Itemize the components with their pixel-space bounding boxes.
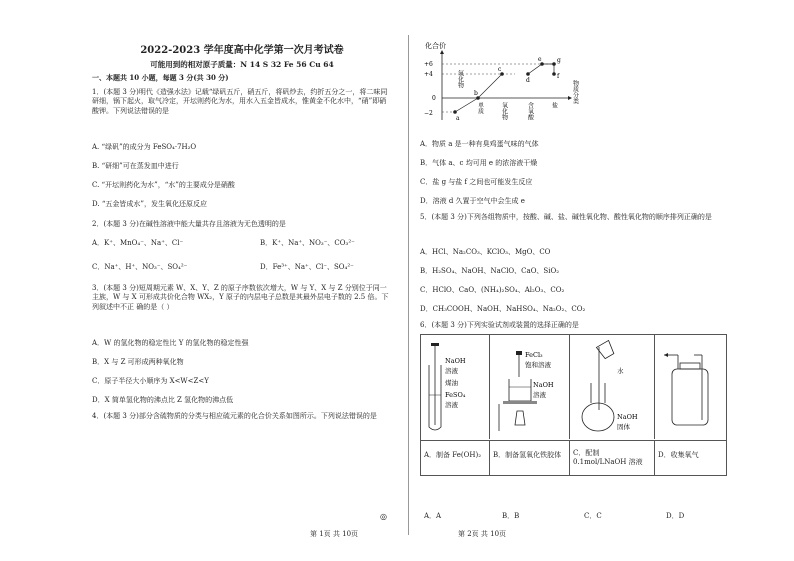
dropper-bulb bbox=[516, 351, 522, 355]
apparatus-a-drawing bbox=[421, 335, 489, 439]
label-water: 水 bbox=[617, 367, 624, 375]
q6-option-c: C．C bbox=[584, 512, 602, 520]
q2-stem: 2．(本题 3 分)在碱性溶液中能大量共存且溶液为无色透明的是 bbox=[92, 220, 286, 228]
label-solid: 固体 bbox=[617, 423, 630, 431]
q6-figure-b bbox=[489, 335, 570, 439]
q1-option-a: A. “绿矾”的成分为 FeSO₄·7H₂O bbox=[92, 143, 197, 151]
q2-option-a: A．K⁺、MnO₄⁻、Na⁺、Cl⁻ bbox=[92, 239, 184, 247]
curve-d-e-g-f bbox=[528, 64, 554, 74]
label-a: a bbox=[456, 115, 460, 122]
section-heading: 一、本题共 10 小题，每题 3 分(共 30 分) bbox=[92, 73, 229, 82]
q6-stem: 6．(本题 3 分)下列实验试剂或装置的选择正确的是 bbox=[420, 321, 579, 329]
label-solution-1: 溶液 bbox=[445, 367, 458, 375]
q6-option-a: A．A bbox=[424, 512, 442, 520]
column-divider bbox=[408, 35, 409, 535]
q1-option-c: C. “开坛则药化为水”，“水”的主要成分是硝酸 bbox=[92, 181, 235, 189]
label-fecl3: FeCl₃ bbox=[525, 351, 543, 359]
left-column bbox=[92, 0, 392, 561]
tick-minus2: −2 bbox=[424, 110, 433, 117]
q5-stem: 5．(本题 3 分)下列各组物质中，按酸、碱、盐、碱性氧化物、酸性氧化物的顺序排列正确的是 bbox=[420, 213, 712, 221]
q1-option-b: B. “研细”可在蒸发皿中进行 bbox=[92, 162, 179, 170]
xcat-oxyacid: 含氧酸 bbox=[526, 102, 534, 120]
label-b: b bbox=[474, 90, 478, 97]
label-f: f bbox=[557, 73, 560, 80]
q5-option-d: D．CH₃COOH、NaOH、NaHSO₄、Na₂O₂、CO₂ bbox=[420, 305, 586, 313]
tick-zero: 0 bbox=[432, 95, 436, 102]
beaker-icon bbox=[509, 379, 531, 401]
q6-option-b: B．B bbox=[502, 512, 520, 520]
q2-option-d: D．Fe³⁺、Na⁺、Cl⁻、SO₄²⁻ bbox=[260, 263, 354, 271]
label-solution-b: 溶液 bbox=[533, 391, 546, 399]
label-kerosene: 煤油 bbox=[445, 379, 458, 387]
asbestos-net bbox=[503, 401, 537, 404]
label-naoh-c: NaOH bbox=[617, 413, 638, 421]
chart-ylabel: 化合价 bbox=[425, 42, 446, 50]
q4-stem: 4．(本题 3 分)部分含硫物质的分类与相应硫元素的化合价关系如图所示。下列说法错误的是 bbox=[92, 412, 377, 420]
q4-option-c: C．盐 g 与盐 f 之间也可能发生反应 bbox=[420, 178, 533, 186]
page-footer-right: 第 2页 共 10页 bbox=[458, 530, 507, 538]
apparatus-d-drawing bbox=[654, 335, 726, 439]
q6-label-d: D．收集氧气 bbox=[654, 440, 726, 475]
point-f bbox=[552, 72, 556, 76]
label-hydride: 氢化物 bbox=[456, 70, 464, 88]
point-a bbox=[453, 110, 457, 114]
page-footer-left: 第 1页 共 10页 bbox=[310, 530, 359, 538]
q6-apparatus-table bbox=[420, 334, 727, 476]
apparatus-c-drawing bbox=[569, 335, 654, 439]
q6-option-d: D．D bbox=[666, 512, 685, 520]
y-axis-arrow bbox=[440, 50, 444, 54]
q1-option-d: D. “五金皆成水”，发生氧化还原反应 bbox=[92, 200, 207, 208]
dropper-bulb-icon bbox=[431, 343, 439, 346]
q5-option-c: C．HClO、CaO、(NH₄)₂SO₄、Al₂O₃、CO₂ bbox=[420, 286, 565, 294]
q6-figure-d bbox=[654, 335, 726, 439]
q3-option-b: B．X 与 Z 可形成两种氧化物 bbox=[92, 358, 184, 366]
label-d: d bbox=[526, 77, 530, 84]
label-c: c bbox=[498, 66, 502, 73]
label-feso4: FeSO₄ bbox=[445, 391, 466, 399]
point-d bbox=[526, 72, 530, 76]
q6-figure-a bbox=[421, 335, 490, 439]
q3-option-d: D．X 简单氢化物的沸点比 Z 氢化物的沸点低 bbox=[92, 396, 234, 404]
q6-label-c: C．配制 0.1mol/LNaOH 溶液 bbox=[569, 440, 654, 475]
q3-stem: 3．(本题 3 分)短周期元素 W、X、Y、Z 的原子序数依次增大，W 与 Y、X 与 Z 分别位于同一主族，W 与 X 可形成共价化合物 WX₂，Y 原子的内层电子总数是其最外层电子数的 2.5 倍。下列叙述中不正 确的是（ ） bbox=[92, 284, 389, 311]
label-e: e bbox=[538, 56, 542, 63]
xcat-salt: 盐 bbox=[550, 102, 558, 108]
exam-title: 2022-2023 学年度高中化学第一次月考试卷 bbox=[140, 45, 344, 56]
q6-figure-c bbox=[569, 335, 655, 439]
binding-mark-icon: ◎ bbox=[380, 512, 387, 521]
q2-option-b: B．K⁺、Na⁺、NO₃⁻、CO₃²⁻ bbox=[260, 239, 355, 247]
q3-option-c: C．原子半径大小顺序为 X<W<Z<Y bbox=[92, 377, 209, 385]
q4-option-b: B．气体 a、c 均可用 e 的浓溶液干燥 bbox=[420, 159, 538, 167]
valence-diagram bbox=[420, 40, 600, 130]
atomic-mass-line: 可能用到的相对原子质量：N 14 S 32 Fe 56 Cu 64 bbox=[150, 60, 334, 69]
chart-xlabel: 物质分类 bbox=[571, 80, 579, 104]
volumetric-flask-icon bbox=[582, 403, 614, 431]
q6-label-b: B．制备氢氧化铁胶体 bbox=[489, 440, 569, 475]
q1-stem: 1．(本题 3 分)明代《造强水法》记载“绿矾五斤，硝五斤，将矾炒去，约折五分之一，将二味同研细，锅下起火，取气冷定，开坛则药化为水，用水入五金皆成水，惟黄金不化水中，“硝”即硝酸钾。下列说法错误的是 bbox=[92, 88, 388, 115]
apparatus-b-drawing bbox=[489, 335, 569, 439]
xcat-element: 单质 bbox=[476, 102, 484, 114]
point-g bbox=[552, 62, 556, 66]
q4-option-d: D．溶液 d 久置于空气中会生成 e bbox=[420, 197, 525, 205]
gas-bottle-icon bbox=[672, 369, 708, 425]
right-column bbox=[420, 0, 725, 561]
q5-option-a: A．HCl、Na₂CO₃、KClO₃、MgO、CO bbox=[420, 248, 551, 256]
q5-option-b: B．H₂SO₄、NaOH、NaClO、CaO、SiO₂ bbox=[420, 267, 560, 275]
tick-plus6: +6 bbox=[424, 61, 433, 68]
gas-arrow-icon bbox=[664, 353, 668, 357]
label-naoh-b: NaOH bbox=[533, 381, 554, 389]
label-saturated-solution: 饱和溶液 bbox=[525, 361, 551, 369]
bottle-stopper bbox=[680, 363, 700, 369]
q4-option-a: A．物质 a 是一种有臭鸡蛋气味的气体 bbox=[420, 140, 539, 148]
q6-label-a: A．制备 Fe(OH)₂ bbox=[421, 440, 489, 475]
tick-plus4: +4 bbox=[424, 71, 433, 78]
xcat-oxide: 氧化物 bbox=[500, 102, 508, 120]
label-naoh: NaOH bbox=[445, 357, 466, 365]
q2-option-c: C．Na⁺、H⁺、NO₃⁻、SO₄²⁻ bbox=[92, 263, 188, 271]
alcohol-lamp-icon bbox=[515, 411, 525, 425]
q3-option-a: A．W 的氢化物的稳定性比 Y 的氢化物的稳定性强 bbox=[92, 339, 249, 347]
label-solution-2: 溶液 bbox=[445, 401, 458, 409]
label-g: g bbox=[557, 57, 561, 64]
